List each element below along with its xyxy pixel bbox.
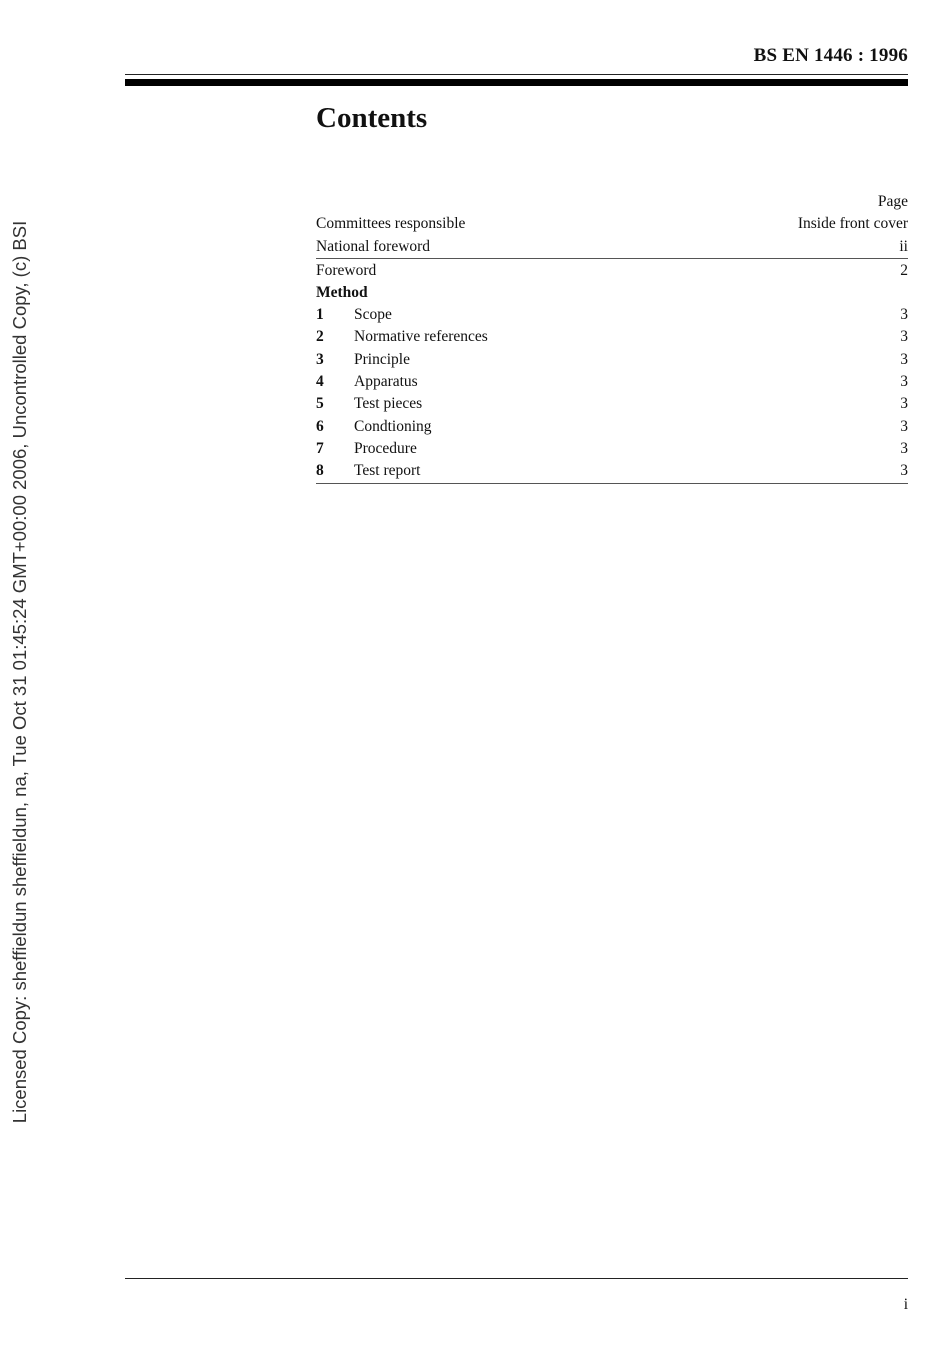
toc-entry-committees[interactable] [316,213,908,235]
license-watermark: Licensed Copy: sheffieldun sheffieldun, na, Tue Oct 31 01:45:24 GMT+00:00 2006, Uncontrolled Copy, (c) BSI [9,220,30,1124]
toc-clause-2[interactable] [316,326,908,348]
clause-page: 3 [900,462,908,480]
clause-title: Test pieces [354,395,423,413]
clause-page: 3 [900,395,908,413]
section-heading-label: Method [316,283,368,301]
toc-clause-6[interactable] [316,416,908,438]
toc-clause-1[interactable] [316,304,908,326]
toc-entry-title: Committees responsible [316,215,466,233]
table-of-contents [316,191,908,484]
clause-number: 2 [316,328,324,346]
clause-number: 7 [316,439,324,457]
header-thin-rule [125,74,908,75]
clause-title: Scope [354,306,392,324]
page-column-label: Page [877,193,908,210]
clause-page: 3 [900,328,908,346]
toc-entry-page: ii [899,237,908,255]
clause-title: Test report [354,462,421,480]
clause-page: 3 [900,350,908,368]
clause-number: 3 [316,350,324,368]
toc-entry-page: 2 [900,261,908,279]
page-title: Contents [316,102,428,134]
toc-clause-3[interactable] [316,349,908,371]
clause-title: Normative references [354,328,488,346]
toc-entry-page: Inside front cover [797,215,908,233]
footer-rule [125,1278,908,1279]
clause-number: 4 [316,373,324,391]
clause-title: Apparatus [354,373,418,391]
toc-page-column-heading [316,191,908,213]
document-id: BS EN 1446 : 1996 [753,45,908,66]
clause-number: 8 [316,462,324,480]
page-number: i [903,1296,908,1313]
clause-page: 3 [900,306,908,324]
toc-entry-national-foreword[interactable] [316,236,908,259]
toc-clause-8[interactable] [316,460,908,483]
clause-title: Principle [354,350,410,368]
clause-title: Procedure [354,439,417,457]
toc-clause-7[interactable] [316,438,908,460]
clause-number: 6 [316,417,324,435]
clause-number: 5 [316,395,324,413]
clause-page: 3 [900,417,908,435]
clause-page: 3 [900,439,908,457]
toc-entry-foreword[interactable] [316,259,908,282]
toc-clause-5[interactable] [316,393,908,415]
toc-entry-title: Foreword [316,261,377,279]
clause-number: 1 [316,306,324,324]
toc-clause-4[interactable] [316,371,908,393]
toc-entry-title: National foreword [316,237,431,255]
toc-section-heading-method [316,282,908,304]
clause-page: 3 [900,373,908,391]
header-thick-rule [125,79,908,86]
clause-title: Condtioning [354,417,432,435]
